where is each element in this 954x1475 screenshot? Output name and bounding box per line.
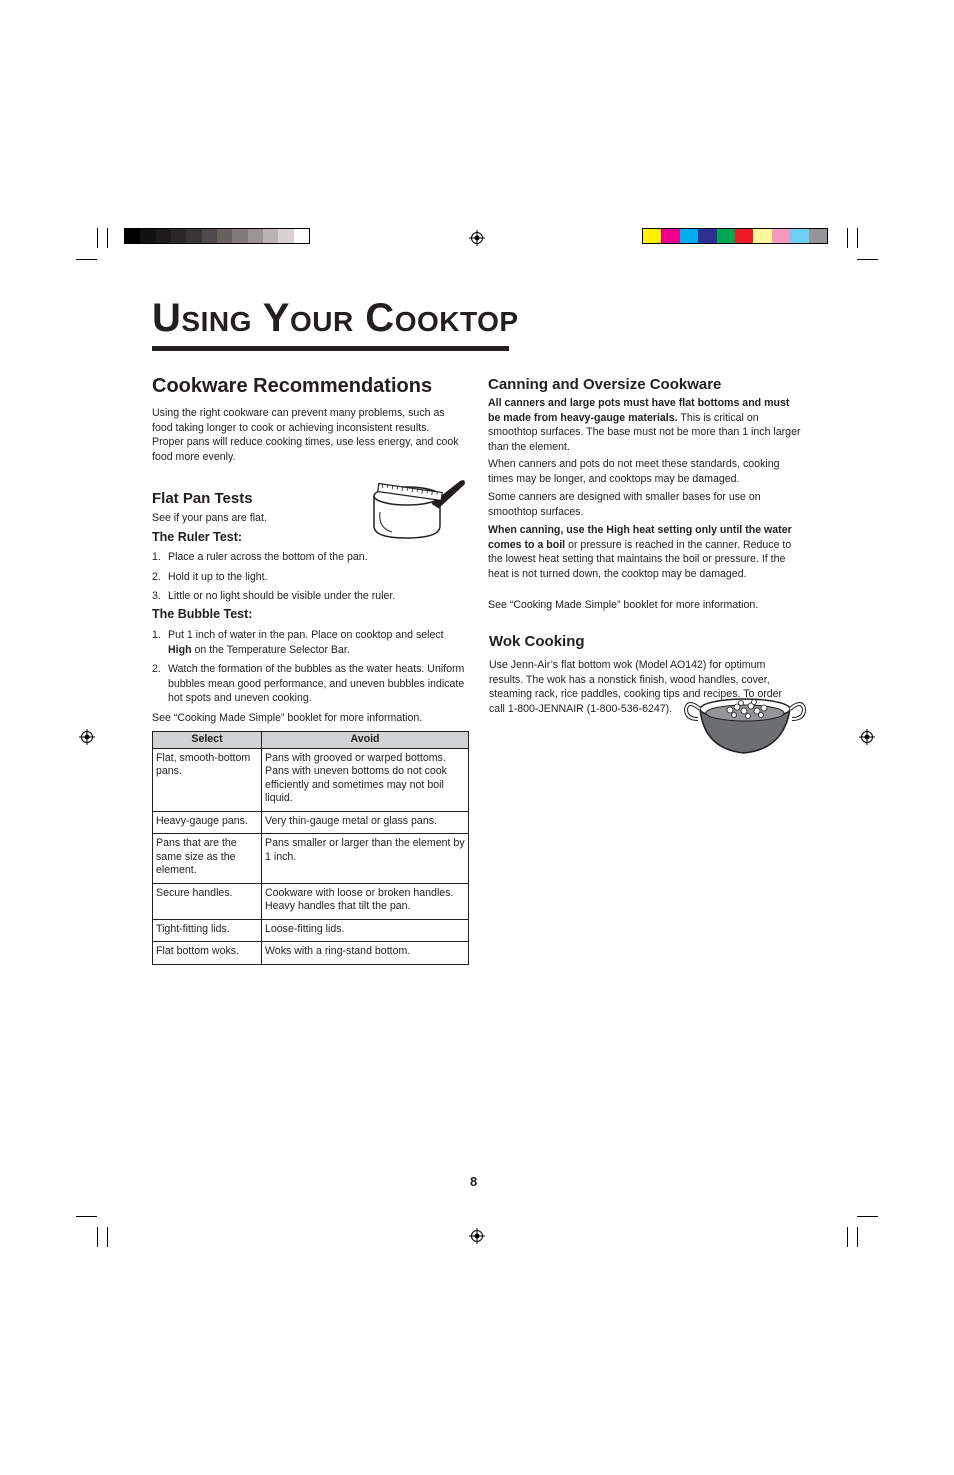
wok-paragraph: Use Jenn-Air’s flat bottom wok (Model AO142) for optimum results. The wok has a nonstick finish, wood handles, cover, steaming rack, rice paddles, cooking tips and recipes. To order call 1-800-JENNAIR (1-800-536-6247). — [489, 659, 783, 715]
table-row — [153, 942, 469, 965]
canning-paragraph-4: When canning, use the High heat setting only until the water comes to a boil or pressure is reached in the canner. Reduce to the lowest heat setting that maintains the boil or pressure. If the heat is not turned down, the cooktop may be damaged. — [488, 524, 792, 580]
gray-swatch — [156, 229, 171, 243]
select-cell: Flat bottom woks. — [153, 942, 262, 965]
avoid-cell: Cookware with loose or broken handles. Heavy handles that tilt the pan. — [262, 883, 469, 919]
color-swatch — [661, 229, 679, 243]
wok-cooking-heading: Wok Cooking — [489, 633, 585, 650]
grayscale-bar — [124, 228, 310, 244]
page-title: USING YOUR COOKTOP — [152, 296, 519, 340]
color-swatch — [643, 229, 661, 243]
color-swatch — [717, 229, 735, 243]
select-cell: Heavy-gauge pans. — [153, 811, 262, 834]
avoid-cell: Loose-fitting lids. — [262, 919, 469, 942]
avoid-cell: Pans smaller or larger than the element by 1 inch. — [262, 834, 469, 884]
color-swatch — [735, 229, 753, 243]
flat-pan-intro: See if your pans are flat. — [152, 512, 267, 524]
select-cell: Pans that are the same size as the element. — [153, 834, 262, 884]
avoid-cell: Woks with a ring-stand bottom. — [262, 942, 469, 965]
list-item: 1. Put 1 inch of water in the pan. Place on cooktop and select High on the Temperature Selector Bar. — [152, 629, 444, 656]
gray-swatch — [186, 229, 201, 243]
table-header-row — [153, 732, 469, 749]
gray-swatch — [202, 229, 217, 243]
title-rule — [152, 346, 509, 351]
list-item: 3. Little or no light should be visible under the ruler. — [152, 590, 396, 602]
list-item: 2. Watch the formation of the bubbles as the water heats. Uniform bubbles mean good performance, and uneven bubbles indicate hot spots and uneven cooking. — [152, 663, 465, 704]
cookware-recommendations-heading: Cookware Recommendations — [152, 375, 433, 397]
see-booklet-note: See “Cooking Made Simple” booklet for more information. — [152, 712, 423, 724]
registration-mark-icon — [469, 230, 485, 246]
gray-swatch — [263, 229, 278, 243]
gray-swatch — [171, 229, 186, 243]
canning-see-booklet: See “Cooking Made Simple” booklet for more information. — [488, 599, 759, 611]
gray-swatch — [217, 229, 232, 243]
canning-heading: Canning and Oversize Cookware — [488, 376, 722, 393]
ruler-test-heading: The Ruler Test: — [152, 530, 243, 544]
registration-mark-icon — [79, 729, 95, 745]
gray-swatch — [140, 229, 155, 243]
flat-pan-tests-heading: Flat Pan Tests — [152, 490, 253, 507]
gray-swatch — [232, 229, 247, 243]
page-number: 8 — [470, 1174, 478, 1189]
canning-paragraph-1: All canners and large pots must have flat bottoms and must be made from heavy-gauge materials. This is critical on smoothtop surfaces. The base must not be more than 1 inch larger than the element. — [488, 397, 801, 453]
select-cell: Tight-fitting lids. — [153, 919, 262, 942]
table-row — [153, 748, 469, 811]
ruler-test-steps — [152, 550, 462, 609]
color-swatch — [772, 229, 790, 243]
gray-swatch — [248, 229, 263, 243]
color-swatch — [698, 229, 716, 243]
canning-paragraph-2: When canners and pots do not meet these standards, cooking times may be longer, and cooktops may be damaged. — [488, 458, 780, 485]
cookware-table — [152, 731, 469, 965]
table-row — [153, 919, 469, 942]
list-item: 1. Place a ruler across the bottom of the pan. — [152, 551, 368, 563]
color-swatch — [790, 229, 808, 243]
color-bar — [642, 228, 828, 244]
color-swatch — [753, 229, 771, 243]
gray-swatch — [278, 229, 293, 243]
table-row — [153, 834, 469, 884]
gray-swatch — [294, 229, 309, 243]
registration-mark-icon — [859, 729, 875, 745]
color-swatch — [809, 229, 827, 243]
table-header-select: Select — [153, 732, 262, 749]
bubble-test-heading: The Bubble Test: — [152, 607, 253, 621]
bubble-test-steps — [152, 628, 470, 711]
select-cell: Secure handles. — [153, 883, 262, 919]
pan-ruler-illustration — [368, 474, 468, 542]
cookware-intro: Using the right cookware can prevent many problems, such as food taking longer to cook or achieving inconsistent results. Proper pans will reduce cooking times, use less energy, and cook food more evenly. — [152, 407, 459, 463]
registration-mark-icon — [469, 1228, 485, 1244]
table-header-avoid: Avoid — [262, 732, 469, 749]
table-row — [153, 811, 469, 834]
list-item: 2. Hold it up to the light. — [152, 570, 268, 583]
color-swatch — [680, 229, 698, 243]
select-cell: Flat, smooth-bottom pans. — [153, 748, 262, 811]
canning-paragraph-3: Some canners are designed with smaller bases for use on smoothtop surfaces. — [488, 491, 761, 518]
avoid-cell: Very thin-gauge metal or glass pans. — [262, 811, 469, 834]
gray-swatch — [125, 229, 140, 243]
avoid-cell: Pans with grooved or warped bottoms. Pans with uneven bottoms do not cook efficiently and sometimes may not boil liquid. — [262, 748, 469, 811]
table-row — [153, 883, 469, 919]
